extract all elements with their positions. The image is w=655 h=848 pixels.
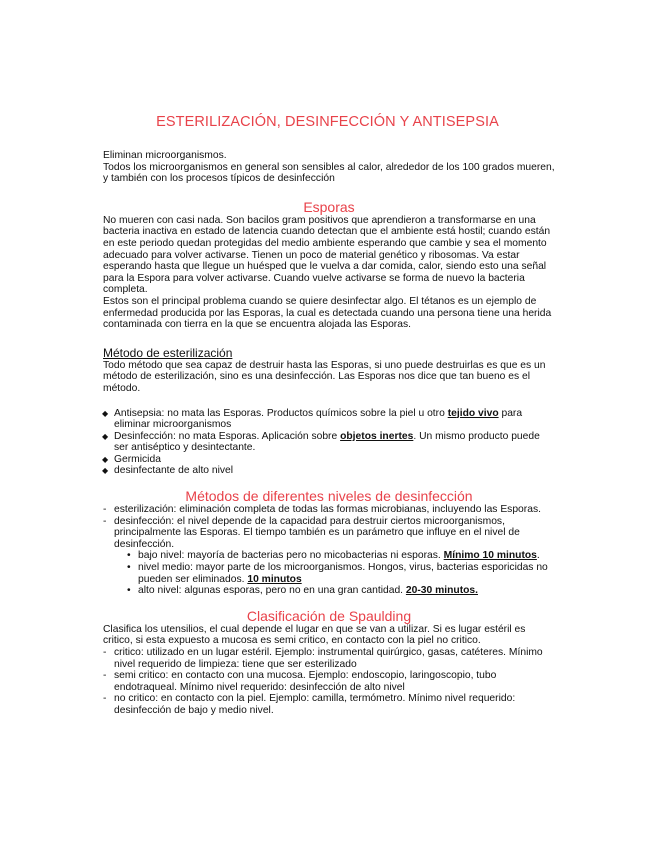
niveles-sublist (114, 550, 555, 596)
metodo-list (103, 408, 555, 478)
list-item-semi-critico: - semi critico: en contacto con una mucosa. Ejemplo: endoscopio, laringoscopio, tubo endotraqueal. Mínimo nivel requerido: desinfección de alto nivel (103, 670, 555, 693)
list-item-desinfeccion: ◆ Desinfección: no mata Esporas. Aplicación sobre objetos inertes. Un mismo producto puede ser antiséptico y desintectante. (103, 431, 555, 454)
emphasis-20-30: 20-30 minutos. (405, 585, 479, 597)
list-item-critico: - critico: utilizado en un lugar estéril. Ejemplo: instrumental quirúrgico, gasas, catéteres. Mínimo nivel requerido de limpieza: tiene que ser esterilizado (103, 647, 555, 670)
list-item-germicida: ◆ Germicida (103, 454, 555, 466)
emphasis-objetos-inertes: objetos inertes (340, 430, 414, 442)
page-title: ESTERILIZACIÓN, DESINFECCIÓN Y ANTISEPSIA (156, 114, 499, 130)
section-heading-niveles: Métodos de diferentes niveles de desinfección (185, 488, 473, 505)
subheading-metodo-esterilizacion: Método de esterilización (103, 345, 233, 360)
list-item-no-critico: - no critico: en contacto con la piel. Ejemplo: camilla, termómetro. Mínimo nivel requerido: desinfección de bajo y medio nivel. (103, 693, 555, 716)
sublist-item-bajo: • bajo nivel: mayoría de bacterias pero no micobacterias ni esporas. Mínimo 10 minutos. (126, 550, 555, 562)
spaulding-paragraph: Clasifica los utensilios, el cual depende el lugar en que se van a utilizar. Si es lugar estéril es critico, si esta expuesto a mucosa es semi critico, en contacto con la piel no critico. (103, 623, 526, 647)
emphasis-tejido-vivo: tejido vivo (447, 407, 499, 419)
list-item-alto-nivel: ◆ desinfectante de alto nivel (103, 465, 555, 477)
metodo-paragraph: Todo método que sea capaz de destruir hasta las Esporas, si uno puede destruirlas es que es un método de esterilización, sino es una desinfección. Las Esporas nos dice que tan bueno es el método. (103, 359, 546, 394)
section-heading-esporas: Esporas (303, 198, 355, 215)
list-item-esterilizacion: - esterilización: eliminación completa de todas las formas microbianas, incluyendo las Esporas. (103, 504, 555, 516)
list-item-desinfeccion-nivel: - desinfección: el nivel depende de la capacidad para destruir ciertos microorganismos, principalmente las Esporas. El tiempo también es un parámetro que influye en el nivel de desinfección. • bajo nivel: mayoría de bacterias pero no micobacterias ni esporas. Mínimo 10 minutos. • nivel medio: mayor parte de los microorganismos. Hongos, virus, bacterias esporicidas no pueden ser eliminados. 10 minutos • alto nivel: algunas esporas, pero no en una gran cantidad. 20-30 minutos. (103, 516, 555, 597)
section-heading-spaulding: Clasificación de Spaulding (246, 607, 412, 624)
intro-paragraph: Todos los microorganismos en general son sensibles al calor, alrededor de los 100 grados mueren, y también con los procesos típicos de desinfección (103, 161, 555, 185)
emphasis-10-minutos: 10 minutos (247, 573, 302, 585)
emphasis-minimo-10: Mínimo 10 minutos (443, 550, 537, 562)
spaulding-list (103, 647, 555, 717)
sublist-item-alto: • alto nivel: algunas esporas, pero no en una gran cantidad. 20-30 minutos. (126, 585, 555, 597)
sublist-item-medio: • nivel medio: mayor parte de los microorganismos. Hongos, virus, bacterias esporicidas no pueden ser eliminados. 10 minutos (126, 562, 555, 585)
esporas-paragraph-1: No mueren con casi nada. Son bacilos gram positivos que aprendieron a transformarse en una bacteria inactiva en estado de latencia cuando detectan que el ambiente está hostil; cuando están en este periodo quedan protegidas del medio ambiente esperando que cambie y sea el momento adecuado para volver activarse. Tienen un poco de material genético y ribosomas. Va estar esperando hasta que llegue un huésped que le vuelva a dar comida, calor, siendo esto una señal para la Espora para volver activarse. Cuando vuelve activarse se forma de nuevo la bacteria completa. (103, 214, 551, 296)
niveles-list (103, 504, 555, 597)
intro-line: Eliminan microorganismos. (103, 150, 227, 161)
list-item-antisepsia: ◆ Antisepsia: no mata las Esporas. Productos químicos sobre la piel u otro tejido vivo para eliminar microorganismos (103, 408, 555, 431)
document-body (103, 150, 555, 717)
esporas-paragraph-2: Estos son el principal problema cuando se quiere desinfectar algo. El tétanos es un ejemplo de enfermedad producida por las Esporas, la cual es detectada cuando una persona tiene una herida contaminada con tierra en la que se encuentra alojada las Esporas. (103, 295, 552, 331)
